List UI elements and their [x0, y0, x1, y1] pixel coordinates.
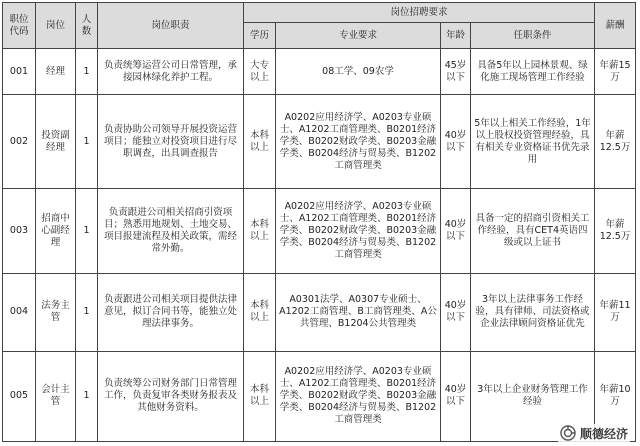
watermark-text: 顺德经济 — [579, 426, 628, 441]
cell-salary: 年薪15万 — [595, 49, 636, 95]
cell-salary: 年薪12.5万 — [595, 95, 636, 189]
table-row — [3, 95, 636, 189]
header-major: 专业要求 — [276, 23, 441, 49]
cell-age: 40岁以下 — [441, 273, 471, 351]
table-row — [3, 189, 636, 273]
cell-position: 法务主管 — [36, 273, 76, 351]
cell-duties: 负责统筹运营公司日常管理，承接园林绿化养护工程。 — [98, 49, 244, 95]
wechat-official-account-icon — [560, 425, 576, 441]
table-row — [3, 273, 636, 351]
cell-duties: 负责统筹公司财务部门日常管理工作，负责复审各类财务报表及其他财务资料。 — [98, 351, 244, 441]
header-count: 人数 — [76, 3, 98, 49]
cell-position: 经理 — [36, 49, 76, 95]
cell-count: 1 — [76, 273, 98, 351]
cell-salary: 年薪10万 — [595, 351, 636, 441]
cell-education: 本科以上 — [244, 273, 276, 351]
header-code: 职位代码 — [3, 3, 36, 49]
cell-age: 45岁以下 — [441, 49, 471, 95]
cell-qualification: 具备一定的招商引资相关工作经验，具有CET4英语四级或以上证书 — [471, 189, 595, 273]
cell-education: 本科以上 — [244, 95, 276, 189]
cell-education: 本科以上 — [244, 189, 276, 273]
cell-major: A0202应用经济学、A0203专业硕士、A1202工商管理类、B0201经济学类、B0202财政学类、B0203金融学类、B0204经济与贸易类、B1202工商管理类 — [276, 351, 441, 441]
cell-code: 003 — [3, 189, 36, 273]
cell-education: 本科以上 — [244, 351, 276, 441]
table-row — [3, 49, 636, 95]
cell-qualification: 具备5年以上园林景观、绿化施工现场管理工作经验 — [471, 49, 595, 95]
cell-major: A0301法学、A0307专业硕士、A1202工商管理、B工商管理类、A公共管理、B1204公共管理类 — [276, 273, 441, 351]
cell-code: 001 — [3, 49, 36, 95]
cell-age: 40岁以下 — [441, 189, 471, 273]
header-duties: 岗位职责 — [98, 3, 244, 49]
cell-count: 1 — [76, 189, 98, 273]
watermark — [558, 424, 630, 442]
header-qualification: 任职条件 — [471, 23, 595, 49]
cell-major: 08工学、09农学 — [276, 49, 441, 95]
cell-education: 大专以上 — [244, 49, 276, 95]
cell-count: 1 — [76, 95, 98, 189]
cell-salary: 年薪11万 — [595, 273, 636, 351]
header-position: 岗位 — [36, 3, 76, 49]
cell-major: A0202应用经济学、A0203专业硕士、A1202工商管理类、B0201经济学类、B0202财政学类、B0203金融学类、B0204经济与贸易类、B1202工商管理类 — [276, 95, 441, 189]
header-education: 学历 — [244, 23, 276, 49]
cell-duties: 负责跟进公司相关招商引资项目；熟悉用地规划、土地交易、项目报建流程及相关政策，需经常外勤。 — [98, 189, 244, 273]
cell-qualification: 3年以上企业财务管理工作经验 — [471, 351, 595, 441]
cell-code: 004 — [3, 273, 36, 351]
header-salary: 薪酬 — [595, 3, 636, 49]
cell-count: 1 — [76, 351, 98, 441]
cell-salary: 年薪12.5万 — [595, 189, 636, 273]
table-row — [3, 351, 636, 441]
cell-code: 002 — [3, 95, 36, 189]
cell-age: 40岁以下 — [441, 95, 471, 189]
cell-position: 招商中心副经理 — [36, 189, 76, 273]
header-age: 年龄 — [441, 23, 471, 49]
cell-qualification: 5年以上相关工作经验，1年以上股权投资管理经验，具有相关专业资格证书优先录用 — [471, 95, 595, 189]
cell-position: 投资副经理 — [36, 95, 76, 189]
cell-code: 005 — [3, 351, 36, 441]
cell-duties: 负责跟进公司相关项目提供法律意见，拟订合同书等，能独立处理法律事务。 — [98, 273, 244, 351]
recruitment-table — [2, 2, 636, 442]
cell-duties: 负责协助公司领导开展投资运营项目；能独立对投资项目进行尽职调查，出具调查报告 — [98, 95, 244, 189]
cell-major: A0202应用经济学、A0203专业硕士、A1202工商管理类、B0201经济学类、B0202财政学类、B0203金融学类、B0204经济与贸易类、B1202工商管理类 — [276, 189, 441, 273]
cell-position: 会计主管 — [36, 351, 76, 441]
cell-count: 1 — [76, 49, 98, 95]
cell-age: 40岁以下 — [441, 351, 471, 441]
cell-qualification: 3年以上法律事务工作经验，具有律师、司法资格或企业法律顾问资格证优先 — [471, 273, 595, 351]
header-requirements: 岗位招聘要求 — [244, 3, 595, 23]
